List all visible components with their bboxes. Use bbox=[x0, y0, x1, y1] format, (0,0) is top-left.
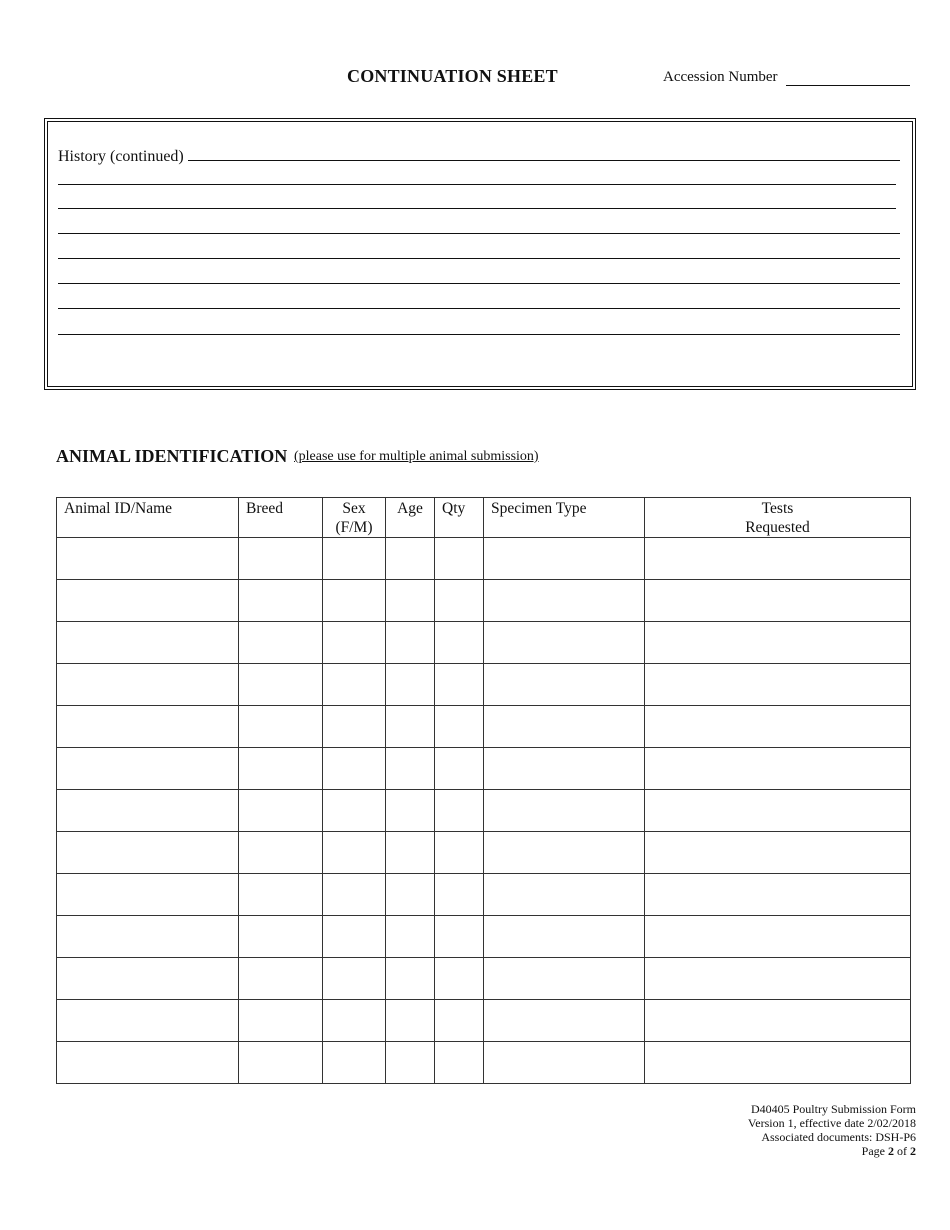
cell-breed[interactable] bbox=[239, 1000, 323, 1042]
accession-number bbox=[663, 69, 910, 86]
column-header-age bbox=[386, 498, 435, 538]
cell-sex[interactable] bbox=[323, 580, 386, 622]
cell-specimen-type[interactable] bbox=[484, 706, 645, 748]
cell-age[interactable] bbox=[386, 538, 435, 580]
cell-age[interactable] bbox=[386, 958, 435, 1000]
form-name: D40405 Poultry Submission Form bbox=[750, 1102, 916, 1116]
cell-breed[interactable] bbox=[239, 748, 323, 790]
column-header-label: Animal ID/Name bbox=[64, 500, 173, 517]
cell-age[interactable] bbox=[386, 664, 435, 706]
cell-tests-requested[interactable] bbox=[645, 622, 911, 664]
cell-breed[interactable] bbox=[239, 916, 323, 958]
column-header-label: Qty bbox=[442, 500, 466, 517]
column-header-label: Sex bbox=[342, 500, 366, 517]
cell-tests-requested[interactable] bbox=[645, 790, 911, 832]
column-header-specimen-type bbox=[484, 498, 645, 538]
cell-animal-id[interactable] bbox=[57, 580, 239, 622]
cell-qty[interactable] bbox=[435, 1000, 484, 1042]
cell-age[interactable] bbox=[386, 874, 435, 916]
cell-tests-requested[interactable] bbox=[645, 874, 911, 916]
cell-tests-requested[interactable] bbox=[645, 1000, 911, 1042]
history-line[interactable] bbox=[58, 233, 900, 234]
cell-sex[interactable] bbox=[323, 748, 386, 790]
table-row bbox=[57, 1042, 911, 1084]
cell-tests-requested[interactable] bbox=[645, 580, 911, 622]
cell-tests-requested[interactable] bbox=[645, 664, 911, 706]
associated-documents: Associated documents: DSH-P6 bbox=[761, 1130, 916, 1144]
cell-specimen-type[interactable] bbox=[484, 832, 645, 874]
table-row bbox=[57, 664, 911, 706]
cell-qty[interactable] bbox=[435, 706, 484, 748]
cell-age[interactable] bbox=[386, 748, 435, 790]
page-prefix: Page bbox=[861, 1144, 888, 1158]
cell-animal-id[interactable] bbox=[57, 706, 239, 748]
cell-animal-id[interactable] bbox=[57, 874, 239, 916]
cell-tests-requested[interactable] bbox=[645, 958, 911, 1000]
cell-qty[interactable] bbox=[435, 790, 484, 832]
history-line[interactable] bbox=[58, 308, 900, 309]
cell-animal-id[interactable] bbox=[57, 916, 239, 958]
page-current: 2 bbox=[888, 1144, 894, 1158]
cell-specimen-type[interactable] bbox=[484, 748, 645, 790]
table-row bbox=[57, 958, 911, 1000]
form-version: Version 1, effective date 2/02/2018 bbox=[747, 1116, 916, 1130]
cell-breed[interactable] bbox=[239, 664, 323, 706]
table-header-row bbox=[57, 498, 911, 538]
column-header-label: Age bbox=[397, 500, 423, 517]
history-line[interactable] bbox=[58, 258, 900, 259]
animal-identification-heading: ANIMAL IDENTIFICATION bbox=[56, 446, 288, 466]
table-row bbox=[57, 916, 911, 958]
table-row bbox=[57, 538, 911, 580]
column-header-sex bbox=[323, 498, 386, 538]
cell-sex[interactable] bbox=[323, 664, 386, 706]
table-row bbox=[57, 1000, 911, 1042]
page-title: CONTINUATION SHEET bbox=[347, 66, 558, 86]
history-line[interactable] bbox=[58, 334, 900, 335]
column-header-label: Specimen Type bbox=[491, 500, 587, 517]
cell-sex[interactable] bbox=[323, 1000, 386, 1042]
page-number bbox=[748, 1144, 916, 1158]
cell-animal-id[interactable] bbox=[57, 664, 239, 706]
cell-age[interactable] bbox=[386, 832, 435, 874]
accession-number-field[interactable] bbox=[786, 71, 910, 86]
table-row bbox=[57, 790, 911, 832]
cell-specimen-type[interactable] bbox=[484, 790, 645, 832]
cell-breed[interactable] bbox=[239, 706, 323, 748]
cell-specimen-type[interactable] bbox=[484, 1042, 645, 1084]
cell-qty[interactable] bbox=[435, 664, 484, 706]
cell-specimen-type[interactable] bbox=[484, 874, 645, 916]
cell-age[interactable] bbox=[386, 790, 435, 832]
cell-qty[interactable] bbox=[435, 580, 484, 622]
cell-sex[interactable] bbox=[323, 706, 386, 748]
cell-animal-id[interactable] bbox=[57, 622, 239, 664]
cell-specimen-type[interactable] bbox=[484, 538, 645, 580]
page-total: 2 bbox=[910, 1144, 916, 1158]
cell-tests-requested[interactable] bbox=[645, 706, 911, 748]
cell-age[interactable] bbox=[386, 1042, 435, 1084]
cell-qty[interactable] bbox=[435, 958, 484, 1000]
cell-animal-id[interactable] bbox=[57, 958, 239, 1000]
cell-qty[interactable] bbox=[435, 832, 484, 874]
cell-qty[interactable] bbox=[435, 1042, 484, 1084]
cell-tests-requested[interactable] bbox=[645, 538, 911, 580]
cell-age[interactable] bbox=[386, 1000, 435, 1042]
cell-animal-id[interactable] bbox=[57, 1000, 239, 1042]
cell-sex[interactable] bbox=[323, 622, 386, 664]
cell-age[interactable] bbox=[386, 706, 435, 748]
cell-animal-id[interactable] bbox=[57, 748, 239, 790]
cell-sex[interactable] bbox=[323, 1042, 386, 1084]
cell-tests-requested[interactable] bbox=[645, 748, 911, 790]
form-footer bbox=[748, 1102, 916, 1158]
cell-animal-id[interactable] bbox=[57, 1042, 239, 1084]
table-row bbox=[57, 874, 911, 916]
history-box bbox=[44, 118, 916, 390]
history-line[interactable] bbox=[58, 283, 900, 284]
table-row bbox=[57, 622, 911, 664]
cell-animal-id[interactable] bbox=[57, 790, 239, 832]
cell-tests-requested[interactable] bbox=[645, 832, 911, 874]
column-header-sublabel: (F/M) bbox=[335, 519, 373, 536]
cell-specimen-type[interactable] bbox=[484, 580, 645, 622]
cell-age[interactable] bbox=[386, 916, 435, 958]
cell-breed[interactable] bbox=[239, 580, 323, 622]
animal-identification-table bbox=[56, 497, 911, 1084]
cell-animal-id[interactable] bbox=[57, 832, 239, 874]
accession-label: Accession Number bbox=[663, 69, 778, 85]
table-row bbox=[57, 706, 911, 748]
table-row bbox=[57, 580, 911, 622]
animal-identification-note: (please use for multiple animal submission) bbox=[294, 449, 539, 464]
cell-sex[interactable] bbox=[323, 790, 386, 832]
column-header-qty bbox=[435, 498, 484, 538]
history-label: History (continued) bbox=[58, 148, 188, 166]
history-line[interactable] bbox=[58, 184, 896, 185]
cell-sex[interactable] bbox=[323, 874, 386, 916]
cell-age[interactable] bbox=[386, 622, 435, 664]
page-of: of bbox=[894, 1144, 910, 1158]
cell-qty[interactable] bbox=[435, 916, 484, 958]
cell-tests-requested[interactable] bbox=[645, 916, 911, 958]
table-row bbox=[57, 832, 911, 874]
cell-specimen-type[interactable] bbox=[484, 1000, 645, 1042]
column-header-label: Breed bbox=[246, 500, 284, 517]
cell-specimen-type[interactable] bbox=[484, 622, 645, 664]
cell-breed[interactable] bbox=[239, 958, 323, 1000]
cell-sex[interactable] bbox=[323, 958, 386, 1000]
column-header-animal-id bbox=[57, 498, 239, 538]
column-header-label: Tests bbox=[761, 500, 794, 517]
cell-qty[interactable] bbox=[435, 748, 484, 790]
cell-sex[interactable] bbox=[323, 916, 386, 958]
column-header-tests-requested bbox=[645, 498, 911, 538]
cell-qty[interactable] bbox=[435, 538, 484, 580]
cell-animal-id[interactable] bbox=[57, 538, 239, 580]
cell-sex[interactable] bbox=[323, 538, 386, 580]
cell-specimen-type[interactable] bbox=[484, 958, 645, 1000]
column-header-breed bbox=[239, 498, 323, 538]
cell-breed[interactable] bbox=[239, 832, 323, 874]
cell-qty[interactable] bbox=[435, 622, 484, 664]
cell-breed[interactable] bbox=[239, 1042, 323, 1084]
cell-sex[interactable] bbox=[323, 832, 386, 874]
cell-breed[interactable] bbox=[239, 790, 323, 832]
cell-breed[interactable] bbox=[239, 538, 323, 580]
cell-tests-requested[interactable] bbox=[645, 1042, 911, 1084]
cell-qty[interactable] bbox=[435, 874, 484, 916]
history-line[interactable] bbox=[58, 208, 896, 209]
cell-specimen-type[interactable] bbox=[484, 664, 645, 706]
cell-breed[interactable] bbox=[239, 874, 323, 916]
history-line[interactable] bbox=[186, 160, 900, 161]
table-body bbox=[57, 538, 911, 1084]
table-row bbox=[57, 748, 911, 790]
column-header-sublabel: Requested bbox=[745, 519, 810, 536]
cell-specimen-type[interactable] bbox=[484, 916, 645, 958]
cell-breed[interactable] bbox=[239, 622, 323, 664]
cell-age[interactable] bbox=[386, 580, 435, 622]
